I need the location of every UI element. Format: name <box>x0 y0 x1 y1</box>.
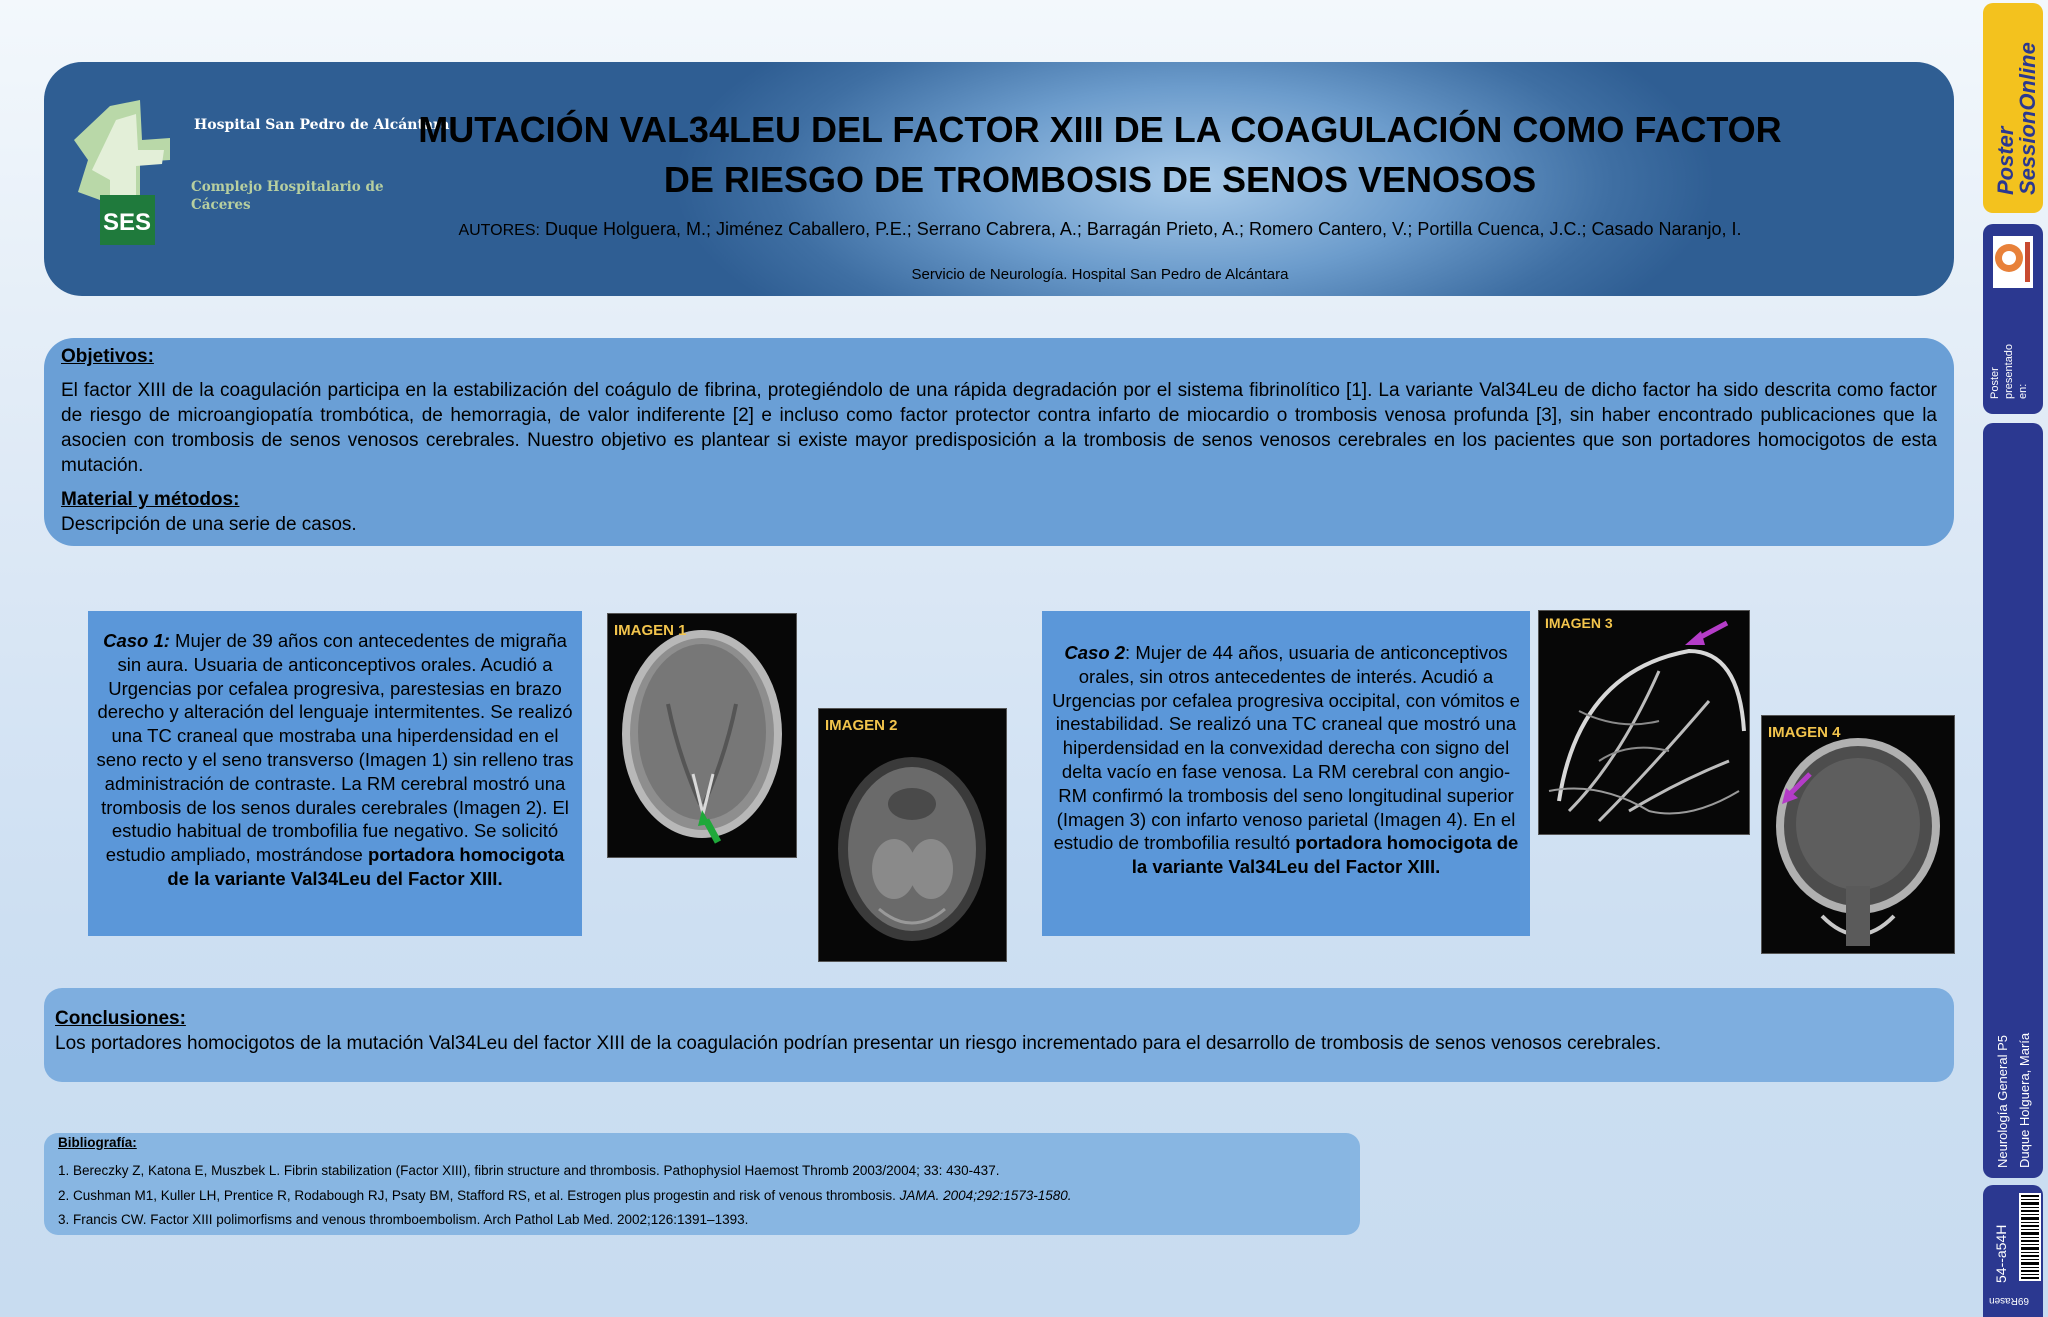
bibliography-heading: Bibliografía: <box>58 1135 137 1150</box>
objectives-heading: Objetivos: <box>61 346 154 367</box>
hospital-subtitle: Complejo Hospitalario de Cáceres <box>191 179 384 213</box>
poster-session-online-logo <box>1983 3 2043 213</box>
poster-code-panel <box>1983 1185 2043 1317</box>
image-1-label: IMAGEN 1 <box>614 622 687 639</box>
presented-text-1: Poster <box>1989 367 2001 399</box>
service-line: Servicio de Neurología. Hospital San Pedro de Alcántara <box>911 266 1289 283</box>
conclusions-heading: Conclusiones: <box>55 1008 186 1029</box>
image-3-label: IMAGEN 3 <box>1545 615 1613 631</box>
case-2-label: Caso 2 <box>1064 642 1126 663</box>
title-line-1: MUTACIÓN VAL34LEU DEL FACTOR XIII DE LA COAGULACIÓN COMO FACTOR <box>418 109 1782 150</box>
objectives-panel <box>44 338 1954 546</box>
image-2-label: IMAGEN 2 <box>825 717 898 734</box>
authors-line <box>395 219 1805 240</box>
case-1-bold: portadora homocigota de la variante Val34Leu del Factor XIII. <box>167 844 565 889</box>
presented-text-3: en: <box>2017 383 2029 399</box>
bibliography-panel <box>44 1133 1360 1235</box>
reference-2-text: 2. Cushman M1, Kuller LH, Prentice R, Rodabough RJ, Psaty BM, Stafford RS, et al. Estrogen plus progestin and risk of venous thrombosis. <box>58 1187 900 1203</box>
case-2-box <box>1042 611 1530 936</box>
authors-label: AUTORES: <box>458 222 540 239</box>
reference-1: 1. Bereczky Z, Katona E, Muszbek L. Fibrin stabilization (Factor XIII), fibrin structure and thrombosis. Pathophysiol Haemost Thromb 2003/2004; 33: 430-437. <box>58 1163 1000 1178</box>
image-1-ct <box>607 613 797 858</box>
poster-title <box>395 105 1805 205</box>
image-4-label: IMAGEN 4 <box>1768 724 1841 741</box>
image-2-graphic <box>819 709 1006 961</box>
methods-heading: Material y métodos: <box>61 489 240 510</box>
poster-session-sidebar <box>1981 0 2048 1317</box>
brand-line-2: SessionOnline <box>2015 42 2040 195</box>
author-name: Duque Holguera, María <box>2017 1032 2032 1168</box>
presented-at-panel <box>1983 224 2043 414</box>
poster-code: 54--a54H <box>1993 1224 2009 1283</box>
case-2-bold: portadora homocigota de la variante Val34Leu del Factor XIII. <box>1131 832 1519 878</box>
bibliography-list <box>58 1159 1072 1233</box>
barcode-icon <box>2019 1193 2041 1281</box>
authors-list: Duque Holguera, M.; Jiménez Caballero, P.E.; Serrano Cabrera, A.; Barragán Prieto, A.; Romero Cantero, V.; Portilla Cuenca, J.C.; Casado Naranjo, I. <box>544 219 1742 239</box>
case-1-text <box>94 629 576 891</box>
case-1-body: Mujer de 39 años con antecedentes de migraña sin aura. Usuaria de anticonceptivos orales. Acudió a Urgencias por cefalea progresiva, parestesias en brazo derecho y alteración del lenguaje intermitentes. Se realizó una TC craneal que mostraba una hiperdensidad en el seno recto y el seno transverso (Imagen 1) sin relleno tras administración de contraste. La RM cerebral mostró una trombosis de los senos durales cerebrales (Imagen 2). El estudio habitual de trombofilia fue negativo. Se solicitó estudio ampliado, mostrándose <box>96 630 574 866</box>
ses-logo <box>70 100 180 245</box>
methods-text: Descripción de una serie de casos. <box>61 514 357 535</box>
session-name: Neurología General P5 <box>1995 1035 2010 1168</box>
conclusions-text: Los portadores homocigotos de la mutación Val34Leu del factor XIII de la coagulación podrían presentar un riesgo incrementado para el desarrollo de trombosis de senos venosos cerebrales. <box>55 1033 1662 1054</box>
case-2-body: : Mujer de 44 años, usuaria de anticonceptivos orales, sin otros antecedentes de interés. Acudió a Urgencias por cefalea progresiva occipital, con vómitos e inestabilidad. Se realizó una TC craneal que mostró una hiperdensidad en la convexidad derecha con signo del delta vacío en fase venosa. La RM cerebral con angio-RM confirmó la trombosis del seno longitudinal superior (Imagen 3) con infarto venoso parietal (Imagen 4). En el estudio de trombofilia resultó <box>1052 642 1520 854</box>
reference-2-journal: JAMA. 2004;292:1573-1580. <box>899 1187 1072 1203</box>
image-4-graphic <box>1762 716 1954 953</box>
image-3-graphic <box>1539 611 1749 834</box>
case-2-text <box>1048 641 1524 879</box>
objectives-text: El factor XIII de la coagulación participa en la estabilización del coágulo de fibrina, protegiéndolo de una rápida degradación por el sistema fibrinolítico [1]. La variante Val34Leu de dicho factor ha sido descrita como factor de riesgo de microangiopatía trombótica, de hemorragia, de valor indiferente [2] e incluso como factor protector contra infarto de miocardio o trombosis venosa profunda [3], sin haber encontrado publicaciones que la asocien con trombosis de senos venosos cerebrales. Nuestro objetivo es plantear si existe mayor predisposición a la trombosis de senos venosos cerebrales en los pacientes que son portadores homocigotos de esta mutación. <box>61 380 1937 476</box>
title-line-2: DE RIESGO DE TROMBOSIS DE SENOS VENOSOS <box>663 159 1537 200</box>
image-3-angio <box>1538 610 1750 835</box>
ses-logo-text: SES <box>102 209 152 236</box>
poster-code-small: 69Rasen <box>1989 1295 2030 1306</box>
session-info-panel <box>1983 423 2043 1178</box>
case-1-label: Caso 1: <box>103 630 170 651</box>
image-4-mri <box>1761 715 1955 954</box>
hospital-name: Hospital San Pedro de Alcántara <box>194 117 450 133</box>
image-2-mri <box>818 708 1007 962</box>
congress-logo-icon <box>1993 236 2033 288</box>
presented-text-2: presentado <box>2003 343 2015 399</box>
reference-2 <box>58 1184 1072 1209</box>
reference-3: 3. Francis CW. Factor XIII polimorfisms and venous thromboembolism. Arch Pathol Lab Med. 2002;126:1391–1393. <box>58 1212 749 1227</box>
brand-line-1: Poster <box>1993 126 2018 195</box>
image-1-graphic <box>608 614 796 857</box>
conclusions-panel <box>44 988 1954 1082</box>
case-1-box <box>88 611 582 936</box>
